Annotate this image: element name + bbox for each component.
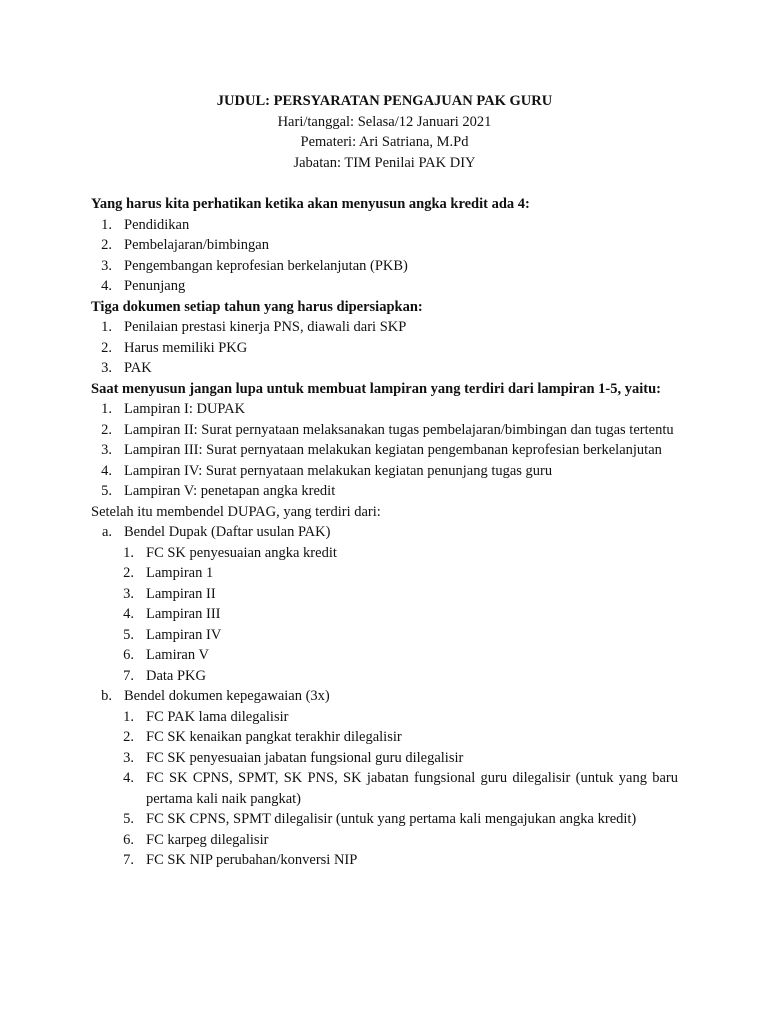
speaker-line: Pemateri: Ari Satriana, M.Pd [300,134,469,150]
list-number: 3. [123,749,134,766]
list-item [113,707,678,728]
list-item [113,604,678,625]
list-item [91,235,678,256]
list-item [113,666,678,687]
list-number: 3. [101,257,112,274]
list-text: Pengembangan keprofesian berkelanjutan (PKB) [124,257,408,274]
list-text: Pendidikan [124,216,190,233]
list-number: 2. [101,339,112,356]
list-number: 2. [123,565,134,581]
list-text: Lampiran III: Surat pernyataan melakukan kegiatan pengembanan keprofesian berkelanjutan [124,442,662,458]
list-text: Lampiran III [146,606,221,622]
numbered-list [91,215,678,297]
list-number: 4. [101,462,112,479]
section-heading: Saat menyusun jangan lupa untuk membuat lampiran yang terdiri dari lampiran 1-5, yaitu: [91,380,662,397]
list-number: 6. [123,831,134,848]
list-text: Bendel dokumen kepegawaian (3x) [124,688,330,704]
list-text: Data PKG [146,667,207,684]
list-item [91,399,678,420]
list-number: 3. [123,585,134,602]
list-letter: a. [101,524,112,540]
list-item [113,830,678,851]
numbered-list [91,399,678,502]
list-text: Harus memiliki PKG [124,339,248,356]
list-text: Pembelajaran/bimbingan [124,237,269,253]
list-text: FC SK kenaikan pangkat terakhir dilegalisir [146,729,402,745]
numbered-sublist [91,707,678,871]
position-line: Jabatan: TIM Penilai PAK DIY [293,154,476,171]
list-text: FC karpeg dilegalisir [146,831,269,848]
list-text: FC SK penyesuaian jabatan fungsional guru dilegalisir [146,749,464,766]
list-item [113,563,678,584]
list-item [113,850,678,871]
list-item [91,215,678,236]
list-text: FC PAK lama dilegalisir [146,708,289,725]
list-letter: b. [101,688,112,704]
list-text: Lampiran V: penetapan angka kredit [124,483,336,499]
list-item [91,338,678,359]
spacer [91,173,678,194]
list-text: Lampiran IV [146,626,222,643]
document-header [91,91,678,173]
date-line: Hari/tanggal: Selasa/12 Januari 2021 [277,113,492,130]
list-item [91,481,678,502]
list-item [91,440,678,461]
list-item [113,584,678,605]
list-number: 2. [101,237,112,253]
lettered-list [91,522,678,543]
list-item [113,727,678,748]
list-number: 1. [101,319,112,335]
document-body [91,91,678,871]
list-number: 4. [123,606,134,622]
list-text: FC SK penyesuaian angka kredit [146,544,337,561]
numbered-sublist [91,543,678,687]
list-item [113,625,678,646]
list-number: 1. [123,708,134,725]
list-number: 5. [123,811,134,827]
list-item [91,522,678,543]
list-number: 4. [101,278,112,294]
list-number: 2. [123,729,134,745]
list-item [91,317,678,338]
list-text: FC SK NIP perubahan/konversi NIP [146,852,358,868]
list-text: Lampiran II: Surat pernyataan melaksanakan tugas pembelajaran/bimbingan dan tugas tertentu [124,421,674,438]
list-number: 1. [101,401,112,417]
list-text: Lampiran 1 [146,565,214,581]
list-number: 7. [123,667,134,684]
list-number: 5. [101,483,112,499]
numbered-list [91,317,678,379]
list-number: 3. [101,360,112,376]
list-number: 7. [123,852,134,868]
list-item [91,256,678,277]
list-text: Lampiran II [146,585,216,602]
list-text: Lamiran V [146,647,209,663]
list-text: Lampiran I: DUPAK [124,401,246,417]
list-text: Lampiran IV: Surat pernyataan melakukan kegiatan penunjang tugas guru [124,462,553,479]
list-item [91,276,678,297]
list-text: PAK [124,360,152,376]
list-number: 3. [101,442,112,458]
section-heading: Tiga dokumen setiap tahun yang harus dipersiapkan: [91,298,423,315]
list-text: Bendel Dupak (Daftar usulan PAK) [124,524,331,540]
list-number: 6. [123,647,134,663]
list-item [113,748,678,769]
list-item [91,461,678,482]
list-item [113,645,678,666]
list-number: 1. [123,544,134,561]
list-item [91,420,678,441]
list-item [113,809,678,830]
lettered-list [91,686,678,707]
list-item [113,768,678,809]
list-number: 2. [101,421,112,438]
document-title: JUDUL: PERSYARATAN PENGAJUAN PAK GURU [216,93,553,109]
list-item [91,358,678,379]
section-heading: Yang harus kita perhatikan ketika akan menyusun angka kredit ada 4: [91,196,530,212]
list-text: FC SK CPNS, SPMT, SK PNS, SK jabatan fungsional guru dilegalisir (untuk yang baru pertama kali naik pangkat) [146,770,678,807]
list-item [91,686,678,707]
list-text: Penunjang [124,278,186,294]
list-text: Penilaian prestasi kinerja PNS, diawali dari SKP [124,319,407,335]
section-heading: Setelah itu membendel DUPAG, yang terdiri dari: [91,503,381,520]
list-number: 5. [123,626,134,643]
list-number: 1. [101,216,112,233]
list-text: FC SK CPNS, SPMT dilegalisir (untuk yang pertama kali mengajukan angka kredit) [146,811,637,827]
list-number: 4. [123,770,134,786]
list-item [113,543,678,564]
